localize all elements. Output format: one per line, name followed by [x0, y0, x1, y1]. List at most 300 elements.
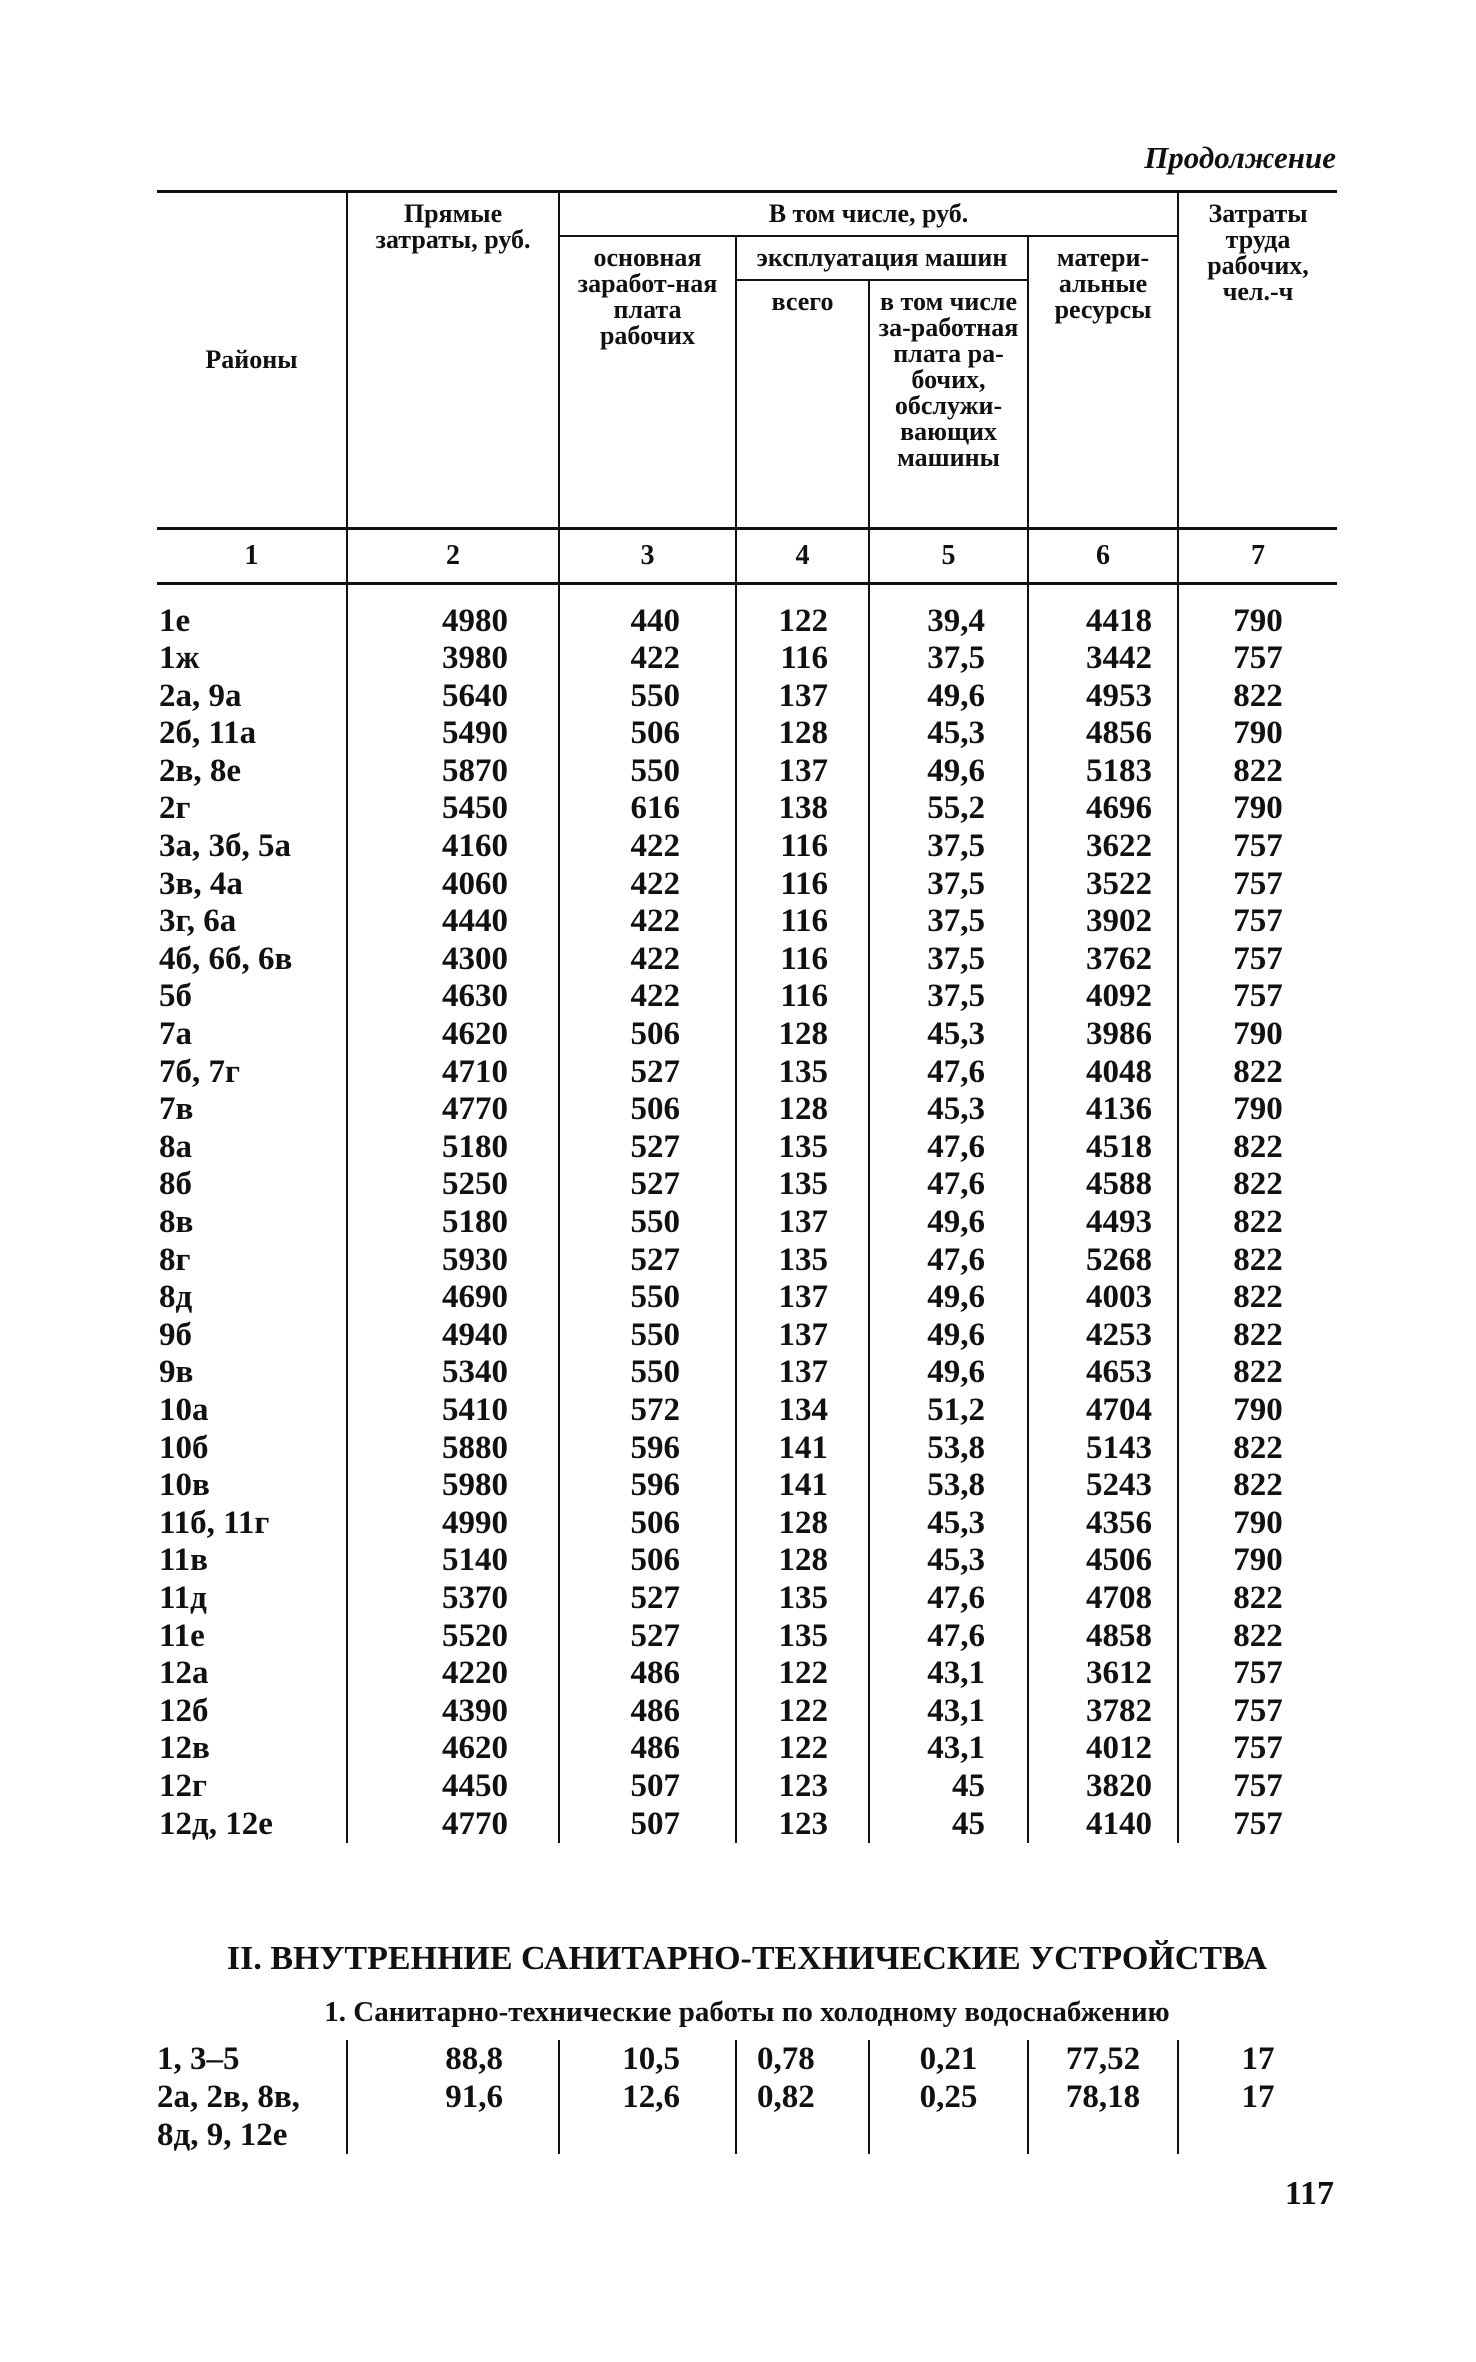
base-wage-cell: 527	[559, 1580, 736, 1618]
machine-wage-cell: 37,5	[869, 640, 1028, 678]
table-row	[157, 790, 1337, 828]
machine-total-cell: 128	[736, 1542, 869, 1580]
direct-costs-cell: 4300	[347, 941, 559, 979]
value-cell: 78,18	[1028, 2078, 1178, 2154]
header-mo-wage: в том числе за-работная плата ра-бочих, обслужи-вающих машины	[869, 280, 1028, 528]
subsection-title: 1. Санитарно-технические работы по холодному водоснабжению	[324, 1996, 1170, 2028]
direct-costs-cell: 4710	[347, 1054, 559, 1092]
materials-cell: 4253	[1028, 1317, 1178, 1355]
column-number: 7	[1178, 528, 1337, 583]
materials-cell: 3612	[1028, 1655, 1178, 1693]
labor-cell: 757	[1178, 640, 1337, 678]
direct-costs-cell: 4990	[347, 1505, 559, 1543]
machine-total-cell: 128	[736, 1091, 869, 1129]
region-cell: 11в	[159, 1542, 209, 1579]
machine-total-cell: 122	[736, 603, 869, 641]
table-row	[157, 1768, 1337, 1806]
direct-costs-cell: 5870	[347, 753, 559, 791]
region-cell: 8а	[159, 1128, 192, 1165]
value-cell: 0,82	[736, 2078, 869, 2154]
region-cell: 8б	[159, 1166, 192, 1203]
machine-total-cell: 116	[736, 941, 869, 979]
machine-wage-cell: 49,6	[869, 1354, 1028, 1392]
machine-wage-cell: 45,3	[869, 1505, 1028, 1543]
base-wage-cell: 596	[559, 1467, 736, 1505]
machine-wage-cell: 47,6	[869, 1166, 1028, 1204]
materials-cell: 4518	[1028, 1129, 1178, 1167]
machine-total-cell: 135	[736, 1054, 869, 1092]
region-cell: 11б, 11г	[159, 1504, 270, 1541]
table-row	[157, 1730, 1337, 1768]
machine-wage-cell: 45,3	[869, 1091, 1028, 1129]
table-row	[157, 2078, 1337, 2154]
machine-total-cell: 134	[736, 1392, 869, 1430]
base-wage-cell: 550	[559, 753, 736, 791]
machine-total-cell: 116	[736, 640, 869, 678]
labor-cell: 822	[1178, 1166, 1337, 1204]
labor-cell: 790	[1178, 603, 1337, 641]
machine-total-cell: 137	[736, 1204, 869, 1242]
base-wage-cell: 527	[559, 1166, 736, 1204]
column-number: 1	[157, 528, 347, 583]
region-cell: 12а	[159, 1655, 209, 1692]
materials-cell: 3986	[1028, 1016, 1178, 1054]
machine-wage-cell: 39,4	[869, 603, 1028, 641]
machine-wage-cell: 37,5	[869, 866, 1028, 904]
table-row	[157, 1242, 1337, 1280]
base-wage-cell: 507	[559, 1806, 736, 1844]
direct-costs-cell: 5370	[347, 1580, 559, 1618]
region-cell: 2а, 2в, 8в, 8д, 9, 12е	[157, 2079, 300, 2153]
direct-costs-cell: 4440	[347, 903, 559, 941]
direct-costs-cell: 5180	[347, 1129, 559, 1167]
materials-cell: 3442	[1028, 640, 1178, 678]
machine-wage-cell: 47,6	[869, 1129, 1028, 1167]
table-row	[157, 1655, 1337, 1693]
column-number: 6	[1028, 528, 1178, 583]
direct-costs-cell: 4770	[347, 1806, 559, 1844]
table-row	[157, 1166, 1337, 1204]
labor-cell: 822	[1178, 1204, 1337, 1242]
direct-costs-cell: 5640	[347, 678, 559, 716]
direct-costs-cell: 4060	[347, 866, 559, 904]
machine-wage-cell: 53,8	[869, 1430, 1028, 1468]
materials-cell: 4708	[1028, 1580, 1178, 1618]
base-wage-cell: 486	[559, 1655, 736, 1693]
region-cell: 3г, 6а	[159, 903, 237, 940]
table-row	[157, 2040, 1337, 2078]
region-cell: 1е	[159, 602, 191, 639]
direct-costs-cell: 5410	[347, 1392, 559, 1430]
machine-wage-cell: 43,1	[869, 1655, 1028, 1693]
machine-wage-cell: 43,1	[869, 1730, 1028, 1768]
region-cell: 3в, 4а	[159, 865, 243, 902]
materials-cell: 4048	[1028, 1054, 1178, 1092]
machine-wage-cell: 47,6	[869, 1054, 1028, 1092]
value-cell: 0,21	[869, 2040, 1028, 2078]
table-row	[157, 715, 1337, 753]
base-wage-cell: 596	[559, 1430, 736, 1468]
region-cell: 2в, 8е	[159, 752, 241, 789]
machine-wage-cell: 49,6	[869, 1279, 1028, 1317]
section-title: II. ВНУТРЕННИЕ САНИТАРНО-ТЕХНИЧЕСКИЕ УСТРОЙСТВА	[226, 1940, 1268, 1977]
region-cell: 10б	[159, 1429, 209, 1466]
region-cell: 8д	[159, 1279, 193, 1316]
machine-total-cell: 137	[736, 753, 869, 791]
region-cell: 1ж	[159, 640, 200, 677]
base-wage-cell: 422	[559, 640, 736, 678]
labor-cell: 790	[1178, 1542, 1337, 1580]
header-machine-op: эксплуатация машин	[736, 236, 1028, 280]
table-row	[157, 1580, 1337, 1618]
direct-costs-cell: 5880	[347, 1430, 559, 1468]
column-numbers-row	[157, 528, 1337, 583]
table-row	[157, 640, 1337, 678]
materials-cell: 4493	[1028, 1204, 1178, 1242]
machine-total-cell: 122	[736, 1730, 869, 1768]
direct-costs-cell: 4980	[347, 603, 559, 641]
table-row	[157, 1430, 1337, 1468]
base-wage-cell: 422	[559, 941, 736, 979]
machine-total-cell: 135	[736, 1166, 869, 1204]
header-incl-group: В том числе, руб.	[559, 192, 1178, 237]
table-row	[157, 941, 1337, 979]
machine-wage-cell: 45,3	[869, 1542, 1028, 1580]
labor-cell: 790	[1178, 1091, 1337, 1129]
direct-costs-cell: 4630	[347, 978, 559, 1016]
labor-cell: 790	[1178, 1392, 1337, 1430]
direct-costs-cell: 4160	[347, 828, 559, 866]
direct-costs-cell: 5140	[347, 1542, 559, 1580]
base-wage-cell: 527	[559, 1242, 736, 1280]
region-cell: 9б	[159, 1316, 192, 1353]
materials-cell: 3522	[1028, 866, 1178, 904]
table-body	[157, 603, 1337, 1844]
base-wage-cell: 506	[559, 1505, 736, 1543]
machine-total-cell: 135	[736, 1129, 869, 1167]
labor-cell: 790	[1178, 715, 1337, 753]
direct-costs-cell: 5980	[347, 1467, 559, 1505]
base-wage-cell: 506	[559, 715, 736, 753]
machine-wage-cell: 47,6	[869, 1618, 1028, 1656]
cost-table	[157, 190, 1337, 1843]
table-row	[157, 1467, 1337, 1505]
machine-wage-cell: 45	[869, 1768, 1028, 1806]
region-cell: 9в	[159, 1354, 194, 1391]
base-wage-cell: 422	[559, 828, 736, 866]
direct-costs-cell: 5490	[347, 715, 559, 753]
table-row	[157, 1129, 1337, 1167]
materials-cell: 3622	[1028, 828, 1178, 866]
materials-cell: 5243	[1028, 1467, 1178, 1505]
materials-cell: 5183	[1028, 753, 1178, 791]
direct-costs-cell: 5930	[347, 1242, 559, 1280]
materials-cell: 4012	[1028, 1730, 1178, 1768]
base-wage-cell: 527	[559, 1054, 736, 1092]
header-direct-costs: Прямые затраты, руб.	[347, 192, 559, 529]
direct-costs-cell: 4450	[347, 1768, 559, 1806]
machine-wage-cell: 43,1	[869, 1693, 1028, 1731]
region-cell: 7в	[159, 1091, 194, 1128]
value-cell: 12,6	[559, 2078, 736, 2154]
machine-total-cell: 123	[736, 1806, 869, 1844]
region-cell: 7б, 7г	[159, 1053, 240, 1090]
labor-cell: 757	[1178, 1655, 1337, 1693]
table-row	[157, 1392, 1337, 1430]
direct-costs-cell: 4620	[347, 1730, 559, 1768]
materials-cell: 5268	[1028, 1242, 1178, 1280]
machine-wage-cell: 45	[869, 1806, 1028, 1844]
direct-costs-cell: 4220	[347, 1655, 559, 1693]
region-cell: 12в	[159, 1730, 210, 1767]
labor-cell: 757	[1178, 903, 1337, 941]
machine-wage-cell: 45,3	[869, 1016, 1028, 1054]
materials-cell: 4953	[1028, 678, 1178, 716]
base-wage-cell: 506	[559, 1016, 736, 1054]
machine-wage-cell: 49,6	[869, 1317, 1028, 1355]
machine-total-cell: 116	[736, 866, 869, 904]
direct-costs-cell: 3980	[347, 640, 559, 678]
direct-costs-cell: 5520	[347, 1618, 559, 1656]
machine-total-cell: 128	[736, 1505, 869, 1543]
region-cell: 12г	[159, 1767, 207, 1804]
machine-total-cell: 141	[736, 1467, 869, 1505]
materials-cell: 4704	[1028, 1392, 1178, 1430]
region-cell: 2г	[159, 790, 191, 827]
table-row	[157, 1317, 1337, 1355]
machine-total-cell: 116	[736, 828, 869, 866]
table-row	[157, 1016, 1337, 1054]
labor-cell: 822	[1178, 753, 1337, 791]
region-cell: 4б, 6б, 6в	[159, 940, 293, 977]
machine-wage-cell: 49,6	[869, 1204, 1028, 1242]
materials-cell: 5143	[1028, 1430, 1178, 1468]
materials-cell: 4858	[1028, 1618, 1178, 1656]
region-cell: 8в	[159, 1204, 194, 1240]
table-row	[157, 828, 1337, 866]
base-wage-cell: 527	[559, 1618, 736, 1656]
labor-cell: 822	[1178, 1618, 1337, 1656]
plumbing-table	[157, 2040, 1337, 2154]
table-row	[157, 1505, 1337, 1543]
materials-cell: 3782	[1028, 1693, 1178, 1731]
machine-total-cell: 123	[736, 1768, 869, 1806]
machine-wage-cell: 51,2	[869, 1392, 1028, 1430]
base-wage-cell: 550	[559, 1354, 736, 1392]
base-wage-cell: 527	[559, 1129, 736, 1167]
base-wage-cell: 422	[559, 978, 736, 1016]
region-cell: 10в	[159, 1467, 210, 1504]
continuation-label: Продолжение	[1144, 140, 1336, 175]
materials-cell: 4092	[1028, 978, 1178, 1016]
column-number: 3	[559, 528, 736, 583]
base-wage-cell: 486	[559, 1693, 736, 1731]
direct-costs-cell: 4940	[347, 1317, 559, 1355]
labor-cell: 757	[1178, 978, 1337, 1016]
labor-cell: 757	[1178, 1768, 1337, 1806]
machine-wage-cell: 49,6	[869, 678, 1028, 716]
machine-wage-cell: 37,5	[869, 828, 1028, 866]
table-row	[157, 903, 1337, 941]
machine-total-cell: 122	[736, 1655, 869, 1693]
machine-wage-cell: 37,5	[869, 941, 1028, 979]
table-row	[157, 1354, 1337, 1392]
region-cell: 12д, 12е	[159, 1805, 273, 1842]
header-mo-total: всего	[736, 280, 869, 528]
machine-total-cell: 137	[736, 1317, 869, 1355]
machine-wage-cell: 53,8	[869, 1467, 1028, 1505]
labor-cell: 757	[1178, 1730, 1337, 1768]
base-wage-cell: 616	[559, 790, 736, 828]
materials-cell: 4418	[1028, 603, 1178, 641]
table-row	[157, 1693, 1337, 1731]
direct-costs-cell: 5250	[347, 1166, 559, 1204]
base-wage-cell: 572	[559, 1392, 736, 1430]
machine-total-cell: 137	[736, 678, 869, 716]
region-cell: 11е	[159, 1617, 205, 1654]
machine-total-cell: 137	[736, 1279, 869, 1317]
table-row	[157, 1091, 1337, 1129]
labor-cell: 822	[1178, 1279, 1337, 1317]
labor-cell: 822	[1178, 678, 1337, 716]
labor-cell: 790	[1178, 1505, 1337, 1543]
materials-cell: 4356	[1028, 1505, 1178, 1543]
value-cell: 17	[1178, 2040, 1337, 2078]
materials-cell: 4136	[1028, 1091, 1178, 1129]
materials-cell: 3902	[1028, 903, 1178, 941]
table-row	[157, 1204, 1337, 1242]
labor-cell: 757	[1178, 866, 1337, 904]
column-number: 5	[869, 528, 1028, 583]
region-cell: 7а	[159, 1016, 192, 1053]
materials-cell: 4506	[1028, 1542, 1178, 1580]
direct-costs-cell: 5340	[347, 1354, 559, 1392]
machine-wage-cell: 37,5	[869, 978, 1028, 1016]
region-cell: 8г	[159, 1241, 191, 1278]
base-wage-cell: 422	[559, 903, 736, 941]
machine-wage-cell: 45,3	[869, 715, 1028, 753]
direct-costs-cell: 4690	[347, 1279, 559, 1317]
labor-cell: 790	[1178, 1016, 1337, 1054]
table-row	[157, 753, 1337, 791]
machine-total-cell: 128	[736, 1016, 869, 1054]
base-wage-cell: 507	[559, 1768, 736, 1806]
machine-total-cell: 137	[736, 1354, 869, 1392]
machine-wage-cell: 49,6	[869, 753, 1028, 791]
machine-wage-cell: 37,5	[869, 903, 1028, 941]
materials-cell: 4856	[1028, 715, 1178, 753]
labor-cell: 822	[1178, 1430, 1337, 1468]
labor-cell: 822	[1178, 1580, 1337, 1618]
value-cell: 17	[1178, 2078, 1337, 2154]
labor-cell: 822	[1178, 1467, 1337, 1505]
value-cell: 0,25	[869, 2078, 1028, 2154]
table-row	[157, 678, 1337, 716]
base-wage-cell: 422	[559, 866, 736, 904]
direct-costs-cell: 4620	[347, 1016, 559, 1054]
region-cell: 5б	[159, 978, 192, 1015]
base-wage-cell: 550	[559, 678, 736, 716]
region-cell: 12б	[159, 1692, 209, 1729]
materials-cell: 4003	[1028, 1279, 1178, 1317]
direct-costs-cell: 5450	[347, 790, 559, 828]
base-wage-cell: 550	[559, 1279, 736, 1317]
column-number: 4	[736, 528, 869, 583]
page-number: 117	[1284, 2175, 1334, 2212]
table-row	[157, 1054, 1337, 1092]
direct-costs-cell: 4390	[347, 1693, 559, 1731]
table-row	[157, 1542, 1337, 1580]
header-labor: Затраты труда рабочих, чел.-ч	[1178, 192, 1337, 529]
materials-cell: 4696	[1028, 790, 1178, 828]
base-wage-cell: 550	[559, 1204, 736, 1242]
labor-cell: 757	[1178, 941, 1337, 979]
labor-cell: 757	[1178, 1693, 1337, 1731]
labor-cell: 822	[1178, 1242, 1337, 1280]
machine-total-cell: 122	[736, 1693, 869, 1731]
labor-cell: 757	[1178, 828, 1337, 866]
value-cell: 10,5	[559, 2040, 736, 2078]
table-row	[157, 1806, 1337, 1844]
machine-total-cell: 135	[736, 1618, 869, 1656]
base-wage-cell: 550	[559, 1317, 736, 1355]
labor-cell: 790	[1178, 790, 1337, 828]
header-base-wage: основная заработ-ная плата рабочих	[559, 236, 736, 528]
column-number: 2	[347, 528, 559, 583]
labor-cell: 822	[1178, 1129, 1337, 1167]
value-cell: 77,52	[1028, 2040, 1178, 2078]
machine-total-cell: 135	[736, 1242, 869, 1280]
value-cell: 91,6	[347, 2078, 559, 2154]
machine-total-cell: 135	[736, 1580, 869, 1618]
region-cell: 2б, 11а	[159, 715, 257, 752]
labor-cell: 822	[1178, 1354, 1337, 1392]
machine-total-cell: 141	[736, 1430, 869, 1468]
labor-cell: 822	[1178, 1317, 1337, 1355]
base-wage-cell: 506	[559, 1542, 736, 1580]
labor-cell: 822	[1178, 1054, 1337, 1092]
machine-total-cell: 116	[736, 978, 869, 1016]
table-row	[157, 1618, 1337, 1656]
region-cell: 10а	[159, 1391, 209, 1428]
base-wage-cell: 486	[559, 1730, 736, 1768]
labor-cell: 757	[1178, 1806, 1337, 1844]
base-wage-cell: 440	[559, 603, 736, 641]
region-cell: 2а, 9а	[159, 677, 242, 714]
machine-wage-cell: 47,6	[869, 1580, 1028, 1618]
region-cell: 3а, 3б, 5а	[159, 828, 291, 865]
machine-total-cell: 116	[736, 903, 869, 941]
machine-wage-cell: 47,6	[869, 1242, 1028, 1280]
table-row	[157, 866, 1337, 904]
header-regions: Районы	[157, 192, 347, 529]
base-wage-cell: 506	[559, 1091, 736, 1129]
header-materials: матери-альные ресурсы	[1028, 236, 1178, 528]
materials-cell: 4653	[1028, 1354, 1178, 1392]
region-cell: 1, 3–5	[157, 2041, 240, 2077]
machine-total-cell: 138	[736, 790, 869, 828]
region-cell: 11д	[159, 1579, 207, 1616]
materials-cell: 3820	[1028, 1768, 1178, 1806]
materials-cell: 4588	[1028, 1166, 1178, 1204]
value-cell: 0,78	[736, 2040, 869, 2078]
direct-costs-cell: 5180	[347, 1204, 559, 1242]
materials-cell: 3762	[1028, 941, 1178, 979]
machine-total-cell: 128	[736, 715, 869, 753]
table-row	[157, 603, 1337, 641]
value-cell: 88,8	[347, 2040, 559, 2078]
table-row	[157, 1279, 1337, 1317]
